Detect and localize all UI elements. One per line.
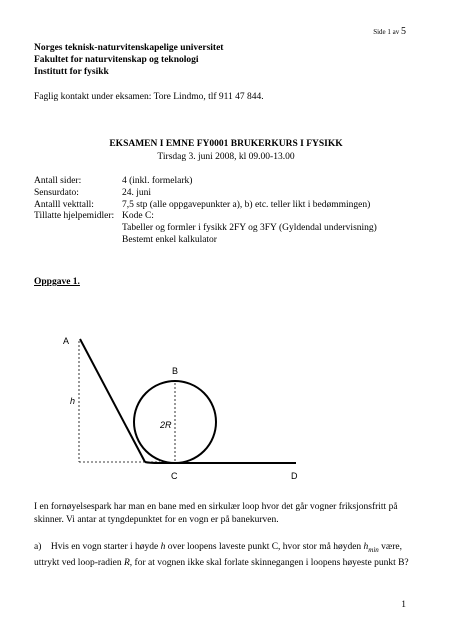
- ramp-line: [80, 339, 145, 462]
- info-value: 4 (inkl. formelark): [122, 176, 193, 186]
- question-a-part: , for at vognen ikke skal forlate skinnegangen i loopens høyeste punkt B?: [129, 557, 409, 568]
- exam-date: Tirsdag 3. juni 2008, kl 09.00-13.00: [157, 152, 295, 162]
- symbol-hmin: h: [363, 542, 369, 552]
- question-a-part: a) Hvis en vogn starter i høyde: [34, 542, 161, 552]
- page-counter-total: 5: [401, 26, 406, 37]
- label-h: h: [70, 396, 76, 406]
- problem-intro-text: I en fornøyelsespark har man en bane med en sirkulær loop hvor det går vogner friksjonsfritt på skinner. Vi antar at tyngdepunktet for en vogn er på banekurven.: [34, 502, 398, 525]
- contact-line: Faglig kontakt under eksamen: Tore Lindmo, tlf 911 47 844.: [34, 92, 264, 102]
- institution-line-1: Norges teknisk-naturvitenskapelige universitet: [34, 43, 224, 53]
- info-value: 24. juni: [122, 187, 152, 198]
- info-label: Antall sider:: [34, 176, 82, 186]
- info-value: Kode C:: [122, 211, 154, 222]
- institution-line-2: Fakultet for naturvitenskap og teknologi: [34, 55, 199, 65]
- label-2r: 2R: [160, 420, 172, 430]
- question-a-part: være, uttrykt ved loop-radien: [34, 542, 403, 568]
- label-d: D: [291, 471, 298, 481]
- symbol-hmin-subscript: min: [368, 545, 379, 554]
- exam-title: EKSAMEN I EMNE FY0001 BRUKERKURS I FYSIKK: [109, 139, 343, 149]
- label-b: B: [172, 366, 179, 376]
- institution-line-3: Institutt for fysikk: [34, 67, 109, 77]
- label-c: C: [171, 471, 178, 481]
- label-a: A: [63, 336, 70, 346]
- symbol-r: R: [123, 557, 130, 568]
- question-a-part: over loopens laveste punkt C, hvor stor må høyden: [165, 542, 364, 552]
- aid-item: Tabeller og formler i fysikk 2FY og 3FY (Gyldendal undervisning): [122, 223, 377, 234]
- info-label: Sensurdato:: [34, 187, 79, 198]
- info-label: Antalll vekttall:: [34, 199, 94, 210]
- loop-circle: [134, 381, 216, 463]
- footer-page-number: 1: [401, 600, 406, 610]
- info-label: Tillatte hjelpemidler:: [34, 211, 115, 222]
- aid-item: Bestemt enkel kalkulator: [122, 234, 217, 245]
- info-value: 7,5 stp (alle oppgavepunkter a), b) etc. teller likt i bedømmingen): [122, 199, 371, 210]
- symbol-h: h: [160, 542, 166, 552]
- page-counter-text: Side 1 av: [373, 28, 400, 36]
- question-a-text: [34, 541, 416, 570]
- problem-heading: Oppgave 1.: [34, 277, 80, 287]
